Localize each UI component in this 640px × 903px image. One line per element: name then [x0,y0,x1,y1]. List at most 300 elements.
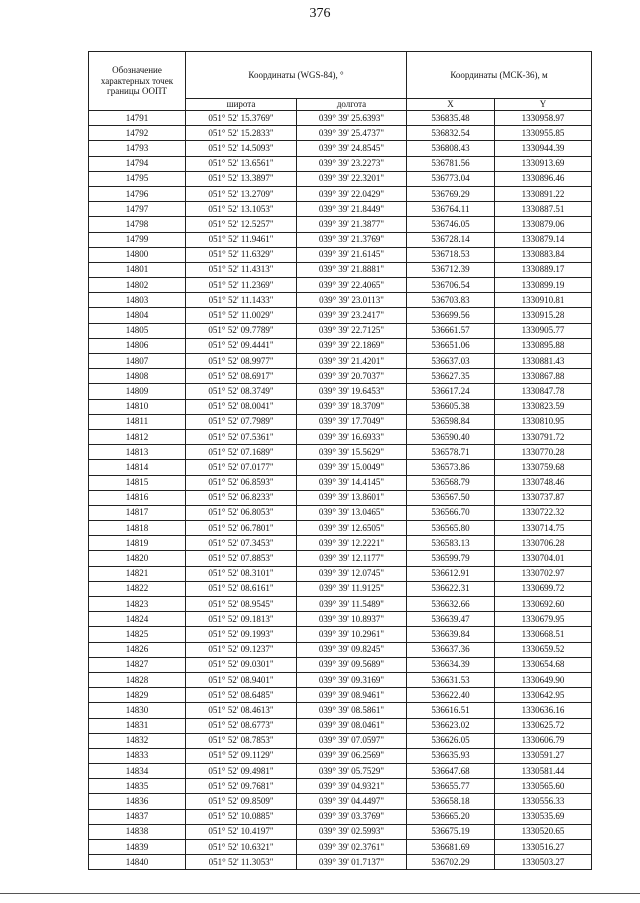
latitude-cell: 051° 52' 08.6917" [186,369,297,384]
y-coordinate-cell: 1330520.65 [495,824,592,839]
point-id-cell: 14807 [89,354,186,369]
longitude-cell: 039° 39' 10.8937" [297,612,407,627]
y-coordinate-cell: 1330867.88 [495,369,592,384]
longitude-cell: 039° 39' 19.6453" [297,384,407,399]
x-coordinate-cell: 536622.31 [407,581,495,596]
point-id-cell: 14830 [89,703,186,718]
point-id-cell: 14793 [89,141,186,156]
x-coordinate-cell: 536655.77 [407,779,495,794]
latitude-cell: 051° 52' 09.1993" [186,627,297,642]
latitude-cell: 051° 52' 07.1689" [186,445,297,460]
table-row [89,779,592,794]
longitude-cell: 039° 39' 06.2569" [297,748,407,763]
y-coordinate-cell: 1330659.52 [495,642,592,657]
table-row [89,627,592,642]
table-row [89,809,592,824]
x-coordinate-cell: 536712.39 [407,262,495,277]
point-id-cell: 14818 [89,521,186,536]
x-coordinate-cell: 536632.66 [407,597,495,612]
x-coordinate-cell: 536635.93 [407,748,495,763]
table-row [89,445,592,460]
y-coordinate-cell: 1330770.28 [495,445,592,460]
x-coordinate-cell: 536622.40 [407,688,495,703]
table-row [89,657,592,672]
point-id-cell: 14809 [89,384,186,399]
longitude-cell: 039° 39' 22.3201" [297,171,407,186]
x-coordinate-cell: 536661.57 [407,323,495,338]
y-coordinate-cell: 1330879.06 [495,217,592,232]
table-row [89,703,592,718]
y-coordinate-cell: 1330699.72 [495,581,592,596]
longitude-cell: 039° 39' 24.8545" [297,141,407,156]
x-coordinate-cell: 536781.56 [407,156,495,171]
point-id-cell: 14797 [89,202,186,217]
table-row [89,126,592,141]
x-coordinate-cell: 536578.71 [407,445,495,460]
longitude-cell: 039° 39' 18.3709" [297,399,407,414]
latitude-cell: 051° 52' 08.9401" [186,672,297,687]
table-row [89,171,592,186]
table-row [89,505,592,520]
latitude-cell: 051° 52' 08.9545" [186,597,297,612]
point-id-cell: 14803 [89,293,186,308]
latitude-cell: 051° 52' 09.1237" [186,642,297,657]
point-id-cell: 14824 [89,612,186,627]
longitude-cell: 039° 39' 15.5629" [297,445,407,460]
y-coordinate-cell: 1330905.77 [495,323,592,338]
longitude-cell: 039° 39' 04.4497" [297,794,407,809]
point-id-cell: 14801 [89,262,186,277]
bottom-rule [0,893,640,894]
x-coordinate-cell: 536764.11 [407,202,495,217]
latitude-cell: 051° 52' 10.0885" [186,809,297,824]
longitude-cell: 039° 39' 22.4065" [297,278,407,293]
longitude-cell: 039° 39' 05.7529" [297,764,407,779]
table-row [89,262,592,277]
longitude-cell: 039° 39' 08.9461" [297,688,407,703]
x-coordinate-cell: 536718.53 [407,247,495,262]
wgs-column-header: Координаты (WGS-84), ° [186,52,407,99]
x-coordinate-cell: 536617.24 [407,384,495,399]
point-id-cell: 14815 [89,475,186,490]
longitude-cell: 039° 39' 23.0113" [297,293,407,308]
point-id-cell: 14812 [89,429,186,444]
x-coordinate-cell: 536634.39 [407,657,495,672]
longitude-cell: 039° 39' 15.0049" [297,460,407,475]
x-coordinate-cell: 536573.86 [407,460,495,475]
longitude-cell: 039° 39' 09.3169" [297,672,407,687]
y-coordinate-cell: 1330883.84 [495,247,592,262]
x-coordinate-cell: 536568.79 [407,475,495,490]
point-id-cell: 14819 [89,536,186,551]
latitude-cell: 051° 52' 11.9461" [186,232,297,247]
point-id-cell: 14821 [89,566,186,581]
latitude-cell: 051° 52' 09.8509" [186,794,297,809]
point-id-cell: 14838 [89,824,186,839]
y-coordinate-cell: 1330591.27 [495,748,592,763]
latitude-cell: 051° 52' 10.4197" [186,824,297,839]
point-id-cell: 14813 [89,445,186,460]
y-coordinate-cell: 1330679.95 [495,612,592,627]
latitude-cell: 051° 52' 13.2709" [186,186,297,201]
x-coordinate-cell: 536658.18 [407,794,495,809]
longitude-cell: 039° 39' 09.5689" [297,657,407,672]
longitude-cell: 039° 39' 04.9321" [297,779,407,794]
table-row [89,354,592,369]
longitude-cell: 039° 39' 23.2273" [297,156,407,171]
x-coordinate-cell: 536637.36 [407,642,495,657]
latitude-cell: 051° 52' 13.6561" [186,156,297,171]
point-id-cell: 14828 [89,672,186,687]
point-id-cell: 14791 [89,111,186,126]
table-row [89,642,592,657]
x-coordinate-cell: 536590.40 [407,429,495,444]
point-id-cell: 14840 [89,855,186,870]
latitude-cell: 051° 52' 11.4313" [186,262,297,277]
latitude-cell: 051° 52' 11.3053" [186,855,297,870]
latitude-cell: 051° 52' 08.7853" [186,733,297,748]
x-coordinate-cell: 536623.02 [407,718,495,733]
table-row [89,612,592,627]
msk-column-header: Координаты (МСК-36), м [407,52,592,99]
table-row [89,551,592,566]
table-row [89,217,592,232]
longitude-cell: 039° 39' 01.7137" [297,855,407,870]
y-coordinate-cell: 1330581.44 [495,764,592,779]
latitude-cell: 051° 52' 09.4981" [186,764,297,779]
longitude-cell: 039° 39' 08.5861" [297,703,407,718]
point-id-cell: 14827 [89,657,186,672]
x-coordinate-cell: 536699.56 [407,308,495,323]
x-column-header: X [407,99,495,111]
latitude-cell: 051° 52' 14.5093" [186,141,297,156]
y-coordinate-cell: 1330889.17 [495,262,592,277]
y-coordinate-cell: 1330702.97 [495,566,592,581]
latitude-cell: 051° 52' 07.5361" [186,429,297,444]
x-coordinate-cell: 536647.68 [407,764,495,779]
latitude-cell: 051° 52' 11.0029" [186,308,297,323]
longitude-cell: 039° 39' 07.0597" [297,733,407,748]
latitude-cell: 051° 52' 11.6329" [186,247,297,262]
longitude-cell: 039° 39' 12.6505" [297,521,407,536]
latitude-cell: 051° 52' 08.4613" [186,703,297,718]
x-coordinate-cell: 536583.13 [407,536,495,551]
x-coordinate-cell: 536565.80 [407,521,495,536]
latitude-cell: 051° 52' 07.7989" [186,414,297,429]
x-coordinate-cell: 536639.47 [407,612,495,627]
latitude-cell: 051° 52' 09.7789" [186,323,297,338]
latitude-cell: 051° 52' 07.8853" [186,551,297,566]
point-id-cell: 14836 [89,794,186,809]
point-id-cell: 14831 [89,718,186,733]
table-row [89,369,592,384]
longitude-cell: 039° 39' 21.4201" [297,354,407,369]
table-row [89,475,592,490]
y-coordinate-cell: 1330823.59 [495,399,592,414]
table-row [89,536,592,551]
longitude-cell: 039° 39' 02.5993" [297,824,407,839]
table-row [89,855,592,870]
y-coordinate-cell: 1330606.79 [495,733,592,748]
x-coordinate-cell: 536637.03 [407,354,495,369]
table-row [89,202,592,217]
longitude-cell: 039° 39' 25.4737" [297,126,407,141]
x-coordinate-cell: 536599.79 [407,551,495,566]
table-row [89,338,592,353]
latitude-cell: 051° 52' 06.8233" [186,490,297,505]
y-coordinate-cell: 1330748.46 [495,475,592,490]
x-coordinate-cell: 536702.29 [407,855,495,870]
y-coordinate-cell: 1330879.14 [495,232,592,247]
y-coordinate-cell: 1330913.69 [495,156,592,171]
y-coordinate-cell: 1330944.39 [495,141,592,156]
point-id-cell: 14826 [89,642,186,657]
latitude-cell: 051° 52' 13.1053" [186,202,297,217]
table-row [89,186,592,201]
point-id-cell: 14805 [89,323,186,338]
x-coordinate-cell: 536681.69 [407,840,495,855]
latitude-cell: 051° 52' 08.9977" [186,354,297,369]
table-row [89,597,592,612]
latitude-cell: 051° 52' 13.3897" [186,171,297,186]
y-coordinate-cell: 1330881.43 [495,354,592,369]
point-id-cell: 14833 [89,748,186,763]
table-row [89,323,592,338]
table-row [89,824,592,839]
x-coordinate-cell: 536832.54 [407,126,495,141]
longitude-cell: 039° 39' 22.0429" [297,186,407,201]
latitude-cell: 051° 52' 12.5257" [186,217,297,232]
longitude-cell: 039° 39' 21.8881" [297,262,407,277]
table-row [89,399,592,414]
longitude-cell: 039° 39' 17.7049" [297,414,407,429]
y-coordinate-cell: 1330704.01 [495,551,592,566]
y-coordinate-cell: 1330692.60 [495,597,592,612]
y-coordinate-cell: 1330516.27 [495,840,592,855]
latitude-cell: 051° 52' 09.7681" [186,779,297,794]
x-coordinate-cell: 536703.83 [407,293,495,308]
table-row [89,733,592,748]
y-coordinate-cell: 1330915.28 [495,308,592,323]
y-coordinate-cell: 1330899.19 [495,278,592,293]
table-row [89,672,592,687]
table-row [89,278,592,293]
table-row [89,293,592,308]
x-coordinate-cell: 536665.20 [407,809,495,824]
latitude-column-header: широта [186,99,297,111]
latitude-cell: 051° 52' 08.3749" [186,384,297,399]
point-id-cell: 14817 [89,505,186,520]
point-id-cell: 14837 [89,809,186,824]
y-coordinate-cell: 1330625.72 [495,718,592,733]
longitude-cell: 039° 39' 12.2221" [297,536,407,551]
longitude-cell: 039° 39' 23.2417" [297,308,407,323]
point-id-cell: 14799 [89,232,186,247]
table-body [89,111,592,870]
longitude-cell: 039° 39' 21.6145" [297,247,407,262]
y-coordinate-cell: 1330706.28 [495,536,592,551]
y-coordinate-cell: 1330958.97 [495,111,592,126]
table-row [89,794,592,809]
table-row [89,247,592,262]
longitude-cell: 039° 39' 25.6393" [297,111,407,126]
latitude-cell: 051° 52' 11.1433" [186,293,297,308]
longitude-cell: 039° 39' 14.4145" [297,475,407,490]
point-id-cell: 14823 [89,597,186,612]
x-coordinate-cell: 536631.53 [407,672,495,687]
point-id-cell: 14802 [89,278,186,293]
longitude-cell: 039° 39' 22.1869" [297,338,407,353]
table-row [89,764,592,779]
point-id-cell: 14804 [89,308,186,323]
point-id-cell: 14806 [89,338,186,353]
y-coordinate-cell: 1330535.69 [495,809,592,824]
latitude-cell: 051° 52' 11.2369" [186,278,297,293]
y-coordinate-cell: 1330642.95 [495,688,592,703]
point-id-cell: 14795 [89,171,186,186]
x-coordinate-cell: 536605.38 [407,399,495,414]
x-coordinate-cell: 536566.70 [407,505,495,520]
x-coordinate-cell: 536675.19 [407,824,495,839]
point-id-cell: 14839 [89,840,186,855]
y-coordinate-cell: 1330759.68 [495,460,592,475]
y-coordinate-cell: 1330847.78 [495,384,592,399]
point-id-cell: 14811 [89,414,186,429]
y-coordinate-cell: 1330503.27 [495,855,592,870]
longitude-cell: 039° 39' 21.3877" [297,217,407,232]
y-coordinate-cell: 1330737.87 [495,490,592,505]
latitude-cell: 051° 52' 08.6485" [186,688,297,703]
longitude-cell: 039° 39' 13.8601" [297,490,407,505]
x-coordinate-cell: 536835.48 [407,111,495,126]
latitude-cell: 051° 52' 08.3101" [186,566,297,581]
table-row [89,141,592,156]
point-column-header: Обозначение характерных точек границы ООПТ [89,52,186,111]
point-id-cell: 14834 [89,764,186,779]
latitude-cell: 051° 52' 07.3453" [186,536,297,551]
y-coordinate-cell: 1330955.85 [495,126,592,141]
longitude-column-header: долгота [297,99,407,111]
table-row [89,414,592,429]
longitude-cell: 039° 39' 16.6933" [297,429,407,444]
latitude-cell: 051° 52' 09.4441" [186,338,297,353]
longitude-cell: 039° 39' 08.0461" [297,718,407,733]
longitude-cell: 039° 39' 13.0465" [297,505,407,520]
latitude-cell: 051° 52' 06.7801" [186,521,297,536]
table-row [89,718,592,733]
y-coordinate-cell: 1330910.81 [495,293,592,308]
point-id-cell: 14814 [89,460,186,475]
x-coordinate-cell: 536746.05 [407,217,495,232]
point-id-cell: 14825 [89,627,186,642]
table-header-row [89,52,592,99]
latitude-cell: 051° 52' 09.1813" [186,612,297,627]
y-coordinate-cell: 1330556.33 [495,794,592,809]
y-column-header: Y [495,99,592,111]
x-coordinate-cell: 536612.91 [407,566,495,581]
table-row [89,429,592,444]
x-coordinate-cell: 536626.05 [407,733,495,748]
latitude-cell: 051° 52' 15.3769" [186,111,297,126]
point-id-cell: 14835 [89,779,186,794]
table-row [89,232,592,247]
y-coordinate-cell: 1330791.72 [495,429,592,444]
x-coordinate-cell: 536598.84 [407,414,495,429]
point-id-cell: 14794 [89,156,186,171]
y-coordinate-cell: 1330891.22 [495,186,592,201]
longitude-cell: 039° 39' 12.0745" [297,566,407,581]
latitude-cell: 051° 52' 07.0177" [186,460,297,475]
longitude-cell: 039° 39' 11.9125" [297,581,407,596]
latitude-cell: 051° 52' 08.6773" [186,718,297,733]
y-coordinate-cell: 1330565.60 [495,779,592,794]
latitude-cell: 051° 52' 08.0041" [186,399,297,414]
x-coordinate-cell: 536728.14 [407,232,495,247]
longitude-cell: 039° 39' 22.7125" [297,323,407,338]
longitude-cell: 039° 39' 20.7037" [297,369,407,384]
y-coordinate-cell: 1330810.95 [495,414,592,429]
x-coordinate-cell: 536639.84 [407,627,495,642]
y-coordinate-cell: 1330649.90 [495,672,592,687]
latitude-cell: 051° 52' 06.8593" [186,475,297,490]
table-row [89,111,592,126]
longitude-cell: 039° 39' 03.3769" [297,809,407,824]
longitude-cell: 039° 39' 02.3761" [297,840,407,855]
point-id-cell: 14800 [89,247,186,262]
point-id-cell: 14808 [89,369,186,384]
latitude-cell: 051° 52' 06.8053" [186,505,297,520]
y-coordinate-cell: 1330668.51 [495,627,592,642]
table-row [89,460,592,475]
y-coordinate-cell: 1330654.68 [495,657,592,672]
longitude-cell: 039° 39' 10.2961" [297,627,407,642]
longitude-cell: 039° 39' 11.5489" [297,597,407,612]
table-row [89,156,592,171]
coordinates-table [88,51,592,870]
x-coordinate-cell: 536567.50 [407,490,495,505]
x-coordinate-cell: 536773.04 [407,171,495,186]
table-row [89,581,592,596]
table-row [89,688,592,703]
x-coordinate-cell: 536627.35 [407,369,495,384]
y-coordinate-cell: 1330896.46 [495,171,592,186]
y-coordinate-cell: 1330895.88 [495,338,592,353]
latitude-cell: 051° 52' 09.1129" [186,748,297,763]
y-coordinate-cell: 1330636.16 [495,703,592,718]
longitude-cell: 039° 39' 21.3769" [297,232,407,247]
point-id-cell: 14792 [89,126,186,141]
point-id-cell: 14832 [89,733,186,748]
longitude-cell: 039° 39' 21.8449" [297,202,407,217]
point-id-cell: 14829 [89,688,186,703]
y-coordinate-cell: 1330887.51 [495,202,592,217]
point-id-cell: 14810 [89,399,186,414]
point-id-cell: 14796 [89,186,186,201]
point-id-cell: 14816 [89,490,186,505]
latitude-cell: 051° 52' 08.6161" [186,581,297,596]
y-coordinate-cell: 1330714.75 [495,521,592,536]
point-id-cell: 14820 [89,551,186,566]
table-row [89,308,592,323]
latitude-cell: 051° 52' 10.6321" [186,840,297,855]
y-coordinate-cell: 1330722.32 [495,505,592,520]
longitude-cell: 039° 39' 09.8245" [297,642,407,657]
table-row [89,521,592,536]
point-id-cell: 14822 [89,581,186,596]
longitude-cell: 039° 39' 12.1177" [297,551,407,566]
table-row [89,748,592,763]
table-row [89,840,592,855]
